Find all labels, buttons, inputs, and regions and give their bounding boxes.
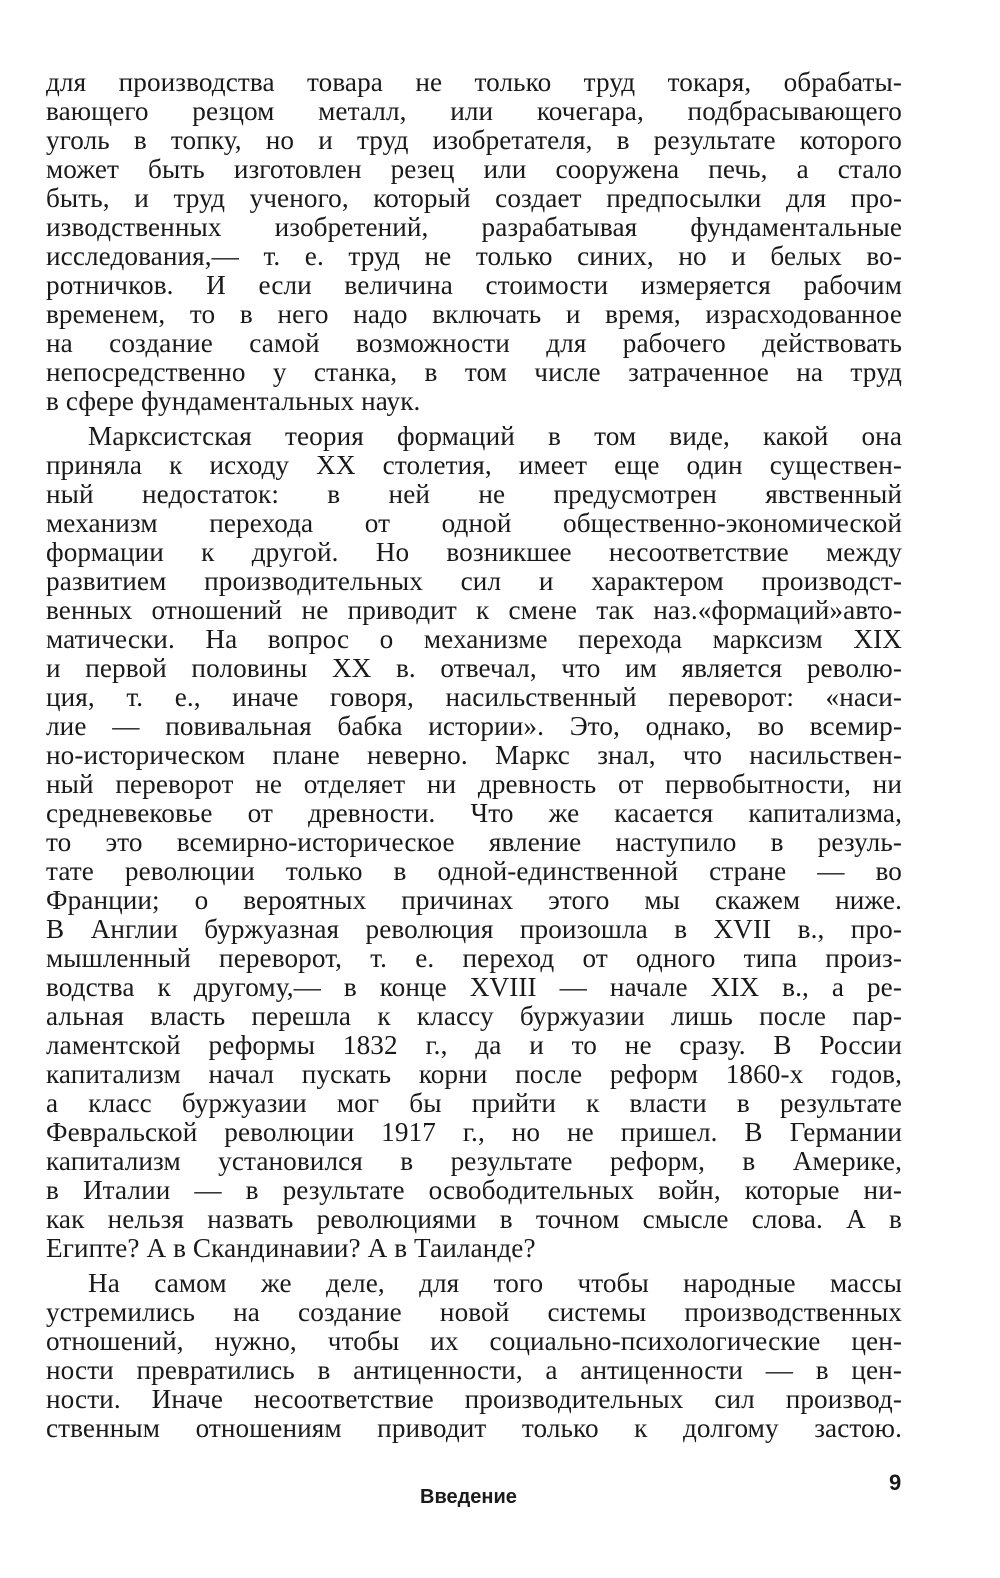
text-line: капитализм установился в результате реформ, в Америке, bbox=[46, 1146, 902, 1176]
text-line: На самом же деле, для того чтобы народные массы bbox=[88, 1268, 902, 1298]
text-line: а класс буржуазии мог бы прийти к власти в результате bbox=[46, 1088, 902, 1118]
text-line: отношений, нужно, чтобы их социально-психологические цен- bbox=[46, 1326, 902, 1356]
text-line: средневековье от древности. Что же касается капитализма, bbox=[46, 798, 902, 828]
text-line: ный переворот не отделяет ни древность от первобытности, ни bbox=[46, 769, 902, 799]
text-line: как нельзя назвать революциями в точном смысле слова. А в bbox=[46, 1204, 902, 1234]
text-line: Египте? А в Скандинавии? А в Таиланде? bbox=[46, 1233, 536, 1263]
text-line: Февральской революции 1917 г., но не пришел. В Германии bbox=[46, 1117, 902, 1147]
text-line: мышленный переворот, т. е. переход от одного типа произ- bbox=[46, 943, 902, 973]
text-line: Марксистская теория формаций в том виде, какой она bbox=[88, 421, 902, 451]
paragraph bbox=[46, 422, 902, 1263]
text-line: вающего резцом металл, или кочегара, подбрасывающего bbox=[46, 96, 902, 126]
text-line: альная власть перешла к классу буржуазии лишь после пар- bbox=[46, 1001, 902, 1031]
text-line: лие — повивальная бабка истории». Это, однако, во всемир- bbox=[46, 711, 902, 741]
text-line: изводственных изобретений, разрабатывая фундаментальные bbox=[46, 212, 902, 242]
text-line: временем, то в него надо включать и время, израсходованное bbox=[46, 299, 902, 329]
paragraph bbox=[46, 1269, 902, 1443]
text-line: но-историческом плане неверно. Маркс знал, что насильствен- bbox=[46, 740, 902, 770]
text-line: механизм перехода от одной общественно-экономической bbox=[46, 508, 902, 538]
text-line: и первой половины XX в. отвечал, что им является револю- bbox=[46, 653, 902, 683]
text-line: в сфере фундаментальных наук. bbox=[46, 386, 421, 416]
text-line: формации к другой. Но возникшее несоответствие между bbox=[46, 537, 902, 567]
running-footer-title: Введение bbox=[420, 1486, 517, 1508]
text-line: ламентской реформы 1832 г., да и то не сразу. В России bbox=[46, 1030, 902, 1060]
text-line: в Италии — в результате освободительных войн, которые ни- bbox=[46, 1175, 902, 1205]
text-line: В Англии буржуазная революция произошла в XVII в., про- bbox=[46, 914, 902, 944]
text-line: может быть изготовлен резец или сооружена печь, а стало bbox=[46, 154, 902, 184]
text-line: ности. Иначе несоответствие производительных сил производ- bbox=[46, 1384, 902, 1414]
text-line: ротничков. И если величина стоимости измеряется рабочим bbox=[46, 270, 902, 300]
text-line: быть, и труд ученого, который создает предпосылки для про- bbox=[46, 183, 902, 213]
text-line: матически. На вопрос о механизме перехода марксизм XIX bbox=[46, 624, 902, 654]
text-line: для производства товара не только труд токаря, обрабаты- bbox=[46, 67, 902, 97]
text-line: то это всемирно-историческое явление наступило в резуль- bbox=[46, 827, 902, 857]
text-line: непосредственно у станка, в том числе затраченное на труд bbox=[46, 357, 902, 387]
text-line: капитализм начал пускать корни после реформ 1860-х годов, bbox=[46, 1059, 902, 1089]
text-line: ности превратились в антиценности, а антиценности — в цен- bbox=[46, 1355, 902, 1385]
page-number: 9 bbox=[889, 1470, 902, 1495]
paragraph bbox=[46, 68, 902, 416]
text-line: устремились на создание новой системы производственных bbox=[46, 1297, 902, 1327]
text-line: на создание самой возможности для рабочего действовать bbox=[46, 328, 902, 358]
text-line: ция, т. е., иначе говоря, насильственный переворот: «наси- bbox=[46, 682, 902, 712]
text-line: исследования,— т. е. труд не только синих, но и белых во- bbox=[46, 241, 902, 271]
text-line: Франции; о вероятных причинах этого мы скажем ниже. bbox=[46, 885, 902, 915]
text-line: тате революции только в одной-единственной стране — во bbox=[46, 856, 902, 886]
text-line: венных отношений не приводит к смене так наз.«формаций»авто- bbox=[46, 595, 902, 625]
text-line: ственным отношениям приводит только к долгому застою. bbox=[46, 1413, 902, 1443]
page-body bbox=[46, 68, 902, 1443]
text-line: развитием производительных сил и характером производст- bbox=[46, 566, 902, 596]
text-line: приняла к исходу XX столетия, имеет еще один существен- bbox=[46, 450, 902, 480]
text-line: ный недостаток: в ней не предусмотрен явственный bbox=[46, 479, 902, 509]
text-line: уголь в топку, но и труд изобретателя, в результате которого bbox=[46, 125, 902, 155]
text-line: водства к другому,— в конце XVIII — начале XIX в., а ре- bbox=[46, 972, 902, 1002]
